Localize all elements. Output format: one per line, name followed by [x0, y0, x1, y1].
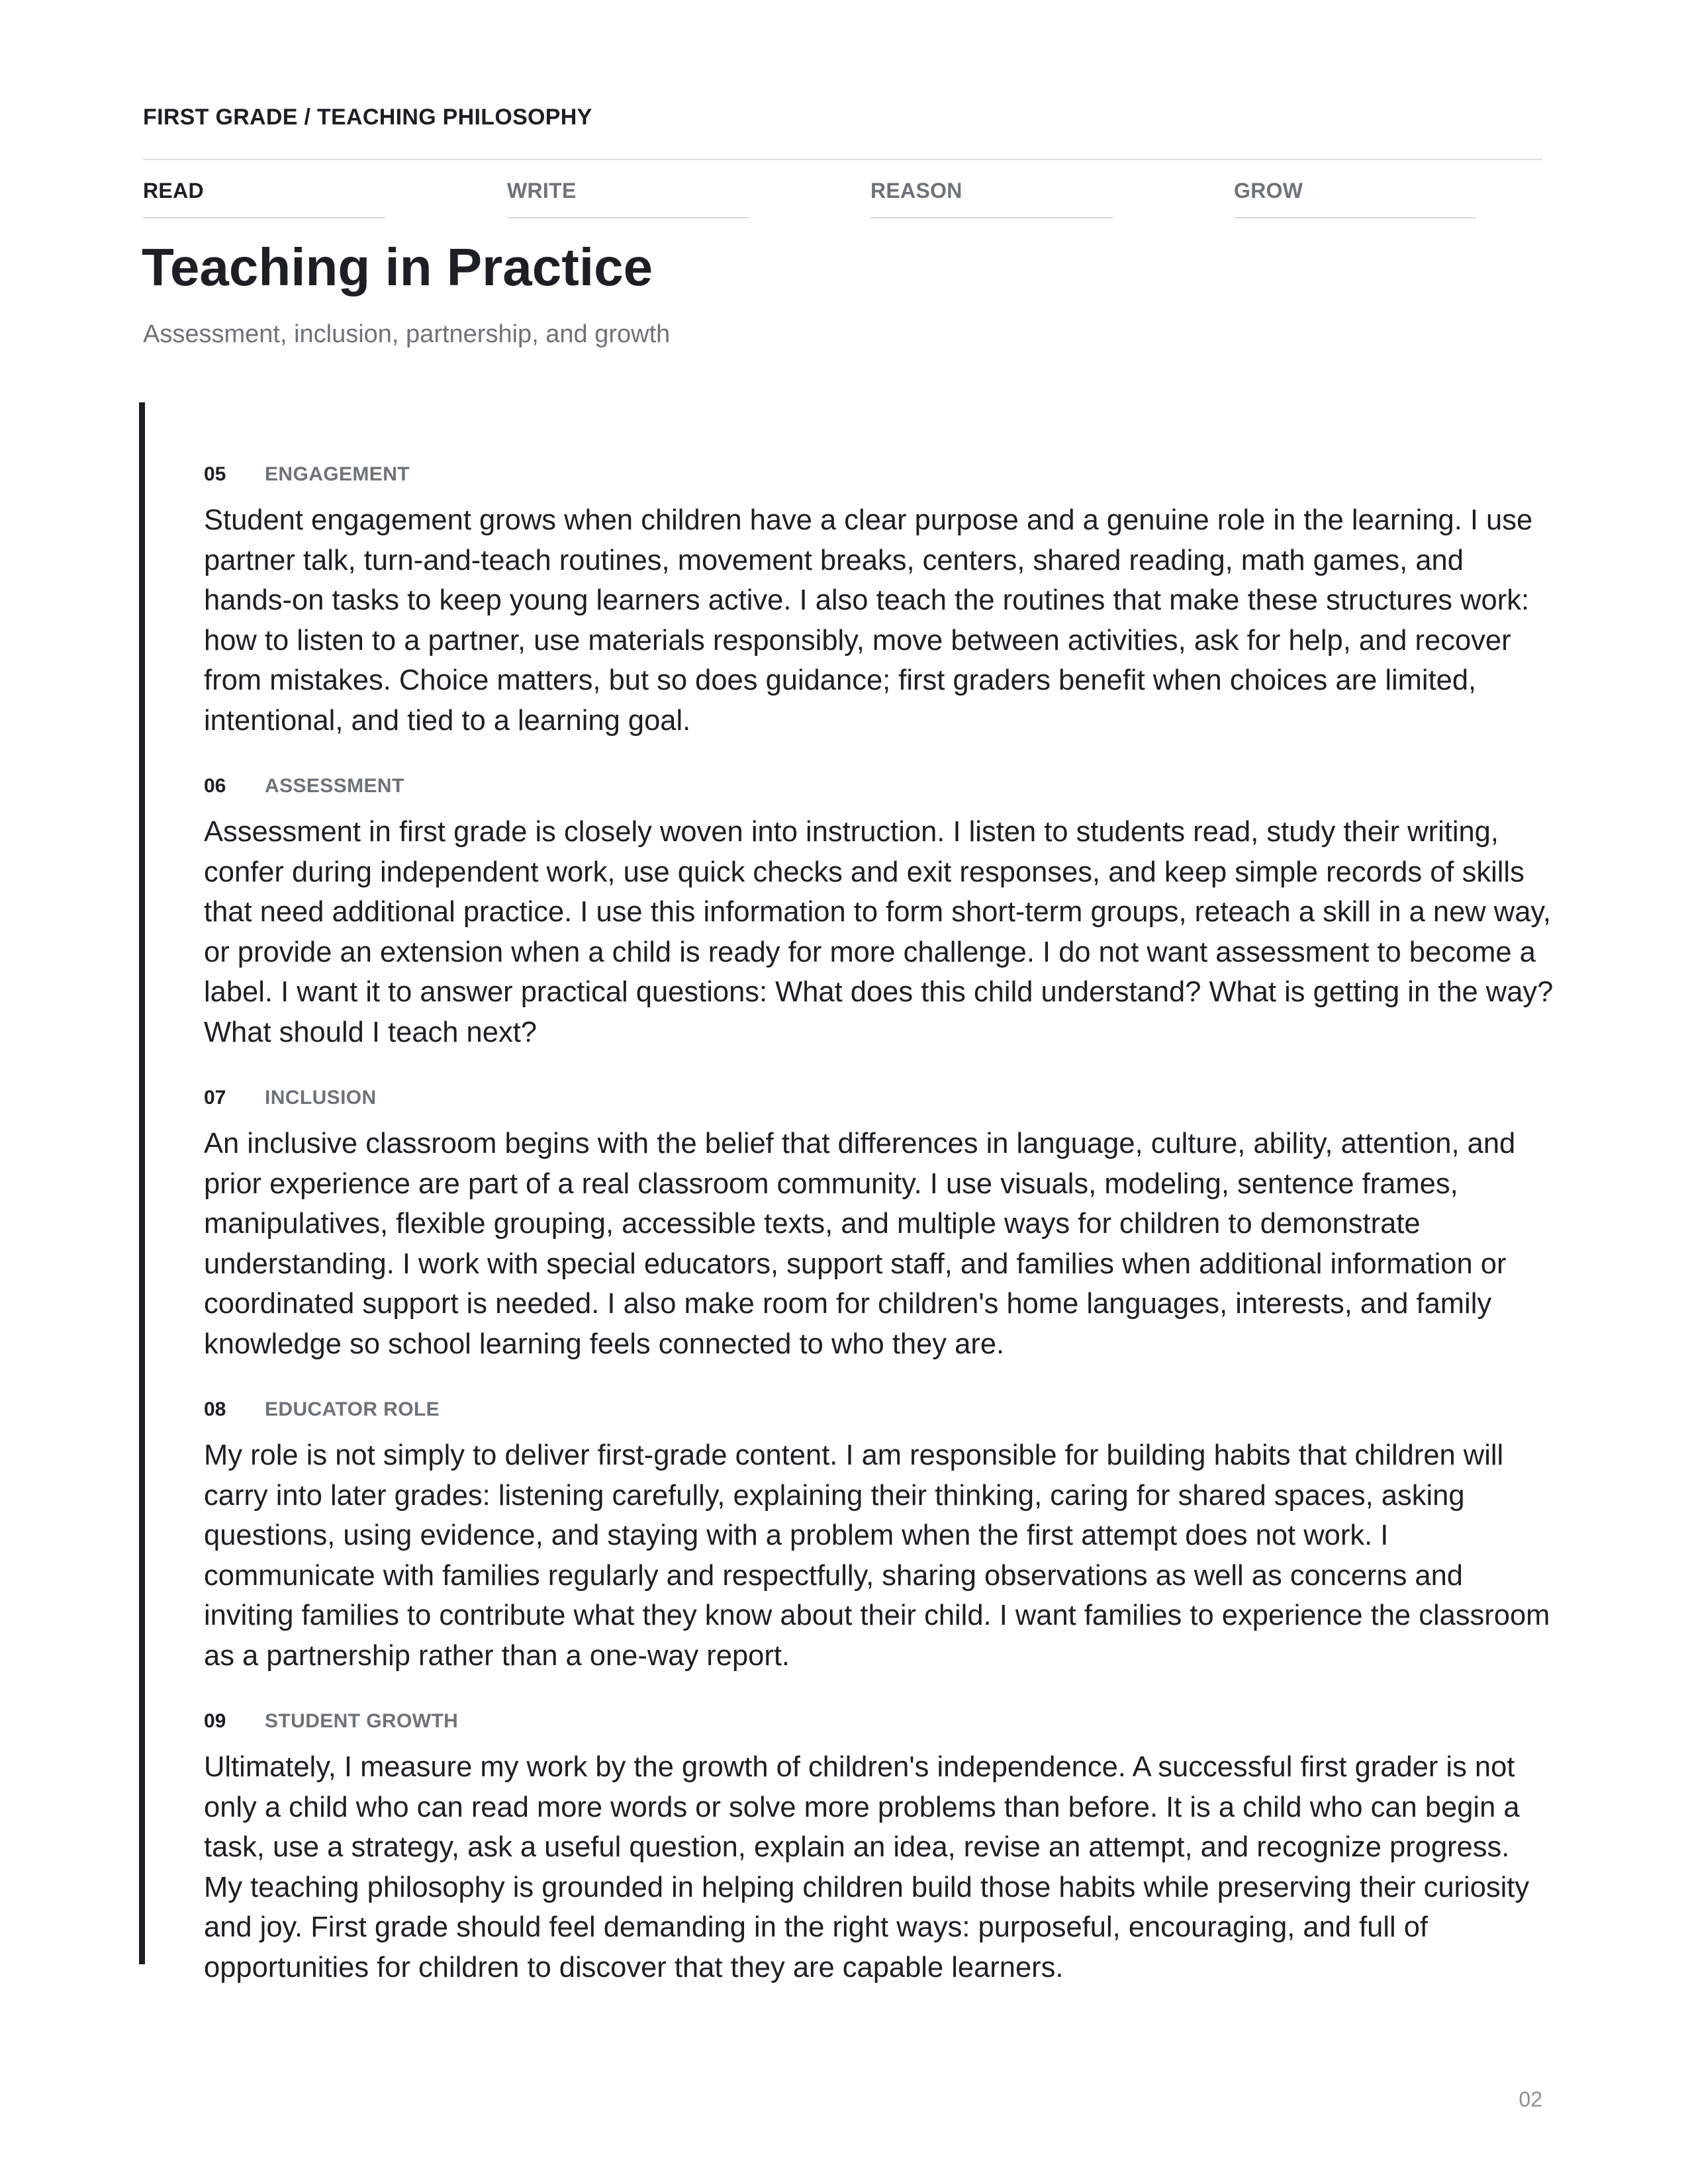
section-text: Assessment in first grade is closely woven into instruction. I listen to students read, study their writing, confer during independent work, use quick checks and exit responses, and keep simple records of skills that need additional practice. I use this information to form short-term groups, reteach a skill in a new way, or provide an extension when a child is ready for more challenge. I do not want assessment to become a label. I want it to answer practical questions: What does this child understand? What is getting in the way? What should I teach next? [204, 816, 1554, 1048]
page-number: 02 [1519, 2087, 1542, 2111]
section-text: An inclusive classroom begins with the belief that differences in language, culture, ability, attention, and prior experience are part of a real classroom community. I use visuals, modeling, sentence frames, manipulatives, flexible grouping, accessible texts, and multiple ways for children to demonstrate understanding. I work with special educators, support staff, and families when additional information or coordinated support is needed. I also make room for children's home languages, interests, and family knowledge so school learning feels connected to who they are. [204, 1128, 1516, 1360]
section-number: 07 [204, 1087, 226, 1109]
sections-list [204, 463, 1554, 2022]
section-number: 08 [204, 1398, 226, 1420]
tab-read[interactable]: READ [143, 179, 385, 218]
section-text: My role is not simply to deliver first-grade content. I am responsible for building habits that children will carry into later grades: listening carefully, explaining their thinking, caring for shared spaces, asking questions, using evidence, and staying with a problem when the first attempt does not work. I communicate with families regularly and respectfully, sharing observations as well as concerns and inviting families to contribute what they know about their child. I want families to experience the classroom as a partnership rather than a one-way report. [204, 1439, 1550, 1672]
section-number: 06 [204, 775, 226, 797]
breadcrumb: FIRST GRADE / TEACHING PHILOSOPHY [143, 105, 592, 130]
section-assessment [204, 775, 1554, 1052]
section-tabs [0, 179, 1688, 218]
tab-grow[interactable]: GROW [1234, 179, 1476, 218]
section-header [204, 1087, 1554, 1116]
section-header [204, 1710, 1554, 1739]
section-header [204, 775, 1554, 804]
tab-write[interactable]: WRITE [507, 179, 749, 218]
section-engagement [204, 463, 1554, 741]
section-number: 09 [204, 1710, 226, 1732]
tab-reason[interactable]: REASON [870, 179, 1113, 218]
section-inclusion [204, 1087, 1554, 1364]
section-label: STUDENT GROWTH [265, 1710, 459, 1732]
section-header [204, 463, 1554, 492]
section-label: INCLUSION [265, 1087, 377, 1109]
section-text: Ultimately, I measure my work by the growth of children's independence. A successful first grader is not only a child who can read more words or solve more problems than before. It is a child who can begin a task, use a strategy, ask a useful question, explain an idea, revise an attempt, and recognize progress. My teaching philosophy is grounded in helping children build those habits while preserving their curiosity and joy. First grade should feel demanding in the right ways: purposeful, encouraging, and full of opportunities for children to discover that they are capable learners. [204, 1751, 1530, 1983]
page-title: Teaching in Practice [142, 238, 653, 296]
section-label: ASSESSMENT [265, 775, 404, 797]
section-header [204, 1398, 1554, 1428]
content-accent-bar [139, 402, 145, 1964]
section-student-growth [204, 1710, 1554, 1987]
section-number: 05 [204, 463, 226, 485]
header-divider [143, 159, 1542, 160]
section-label: EDUCATOR ROLE [265, 1398, 440, 1420]
page-subtitle: Assessment, inclusion, partnership, and growth [143, 320, 671, 348]
section-text: Student engagement grows when children have a clear purpose and a genuine role in the learning. I use partner talk, turn-and-teach routines, movement breaks, centers, shared reading, math games, and hands-on tasks to keep young learners active. I also teach the routines that make these structures work: how to listen to a partner, use materials responsibly, move between activities, ask for help, and recover from mistakes. Choice matters, but so does guidance; first graders benefit when choices are limited, intentional, and tied to a learning goal. [204, 504, 1533, 737]
section-label: ENGAGEMENT [265, 463, 410, 485]
section-educator-role [204, 1398, 1554, 1676]
